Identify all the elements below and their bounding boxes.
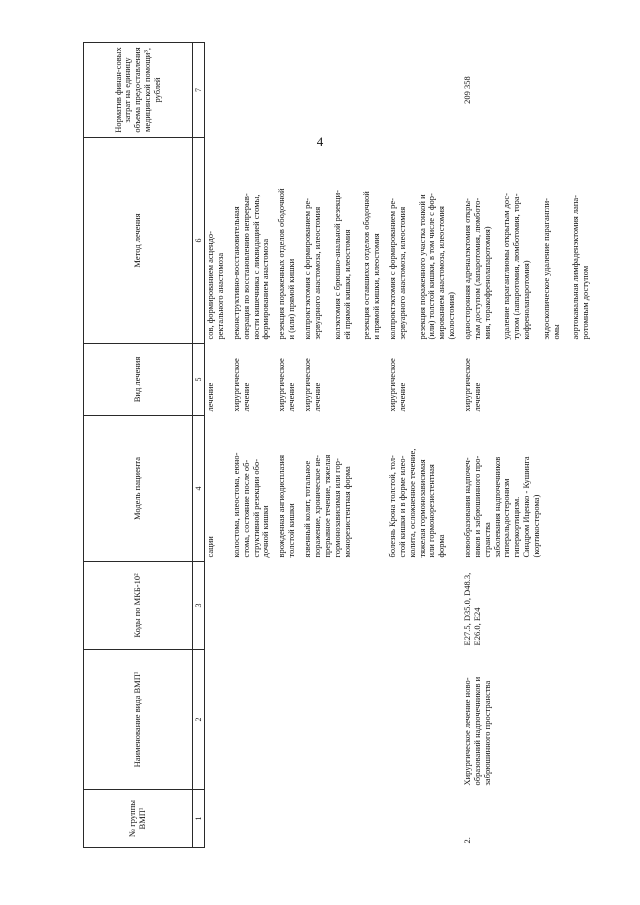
cell-codes: E27.5, D35.0, D48.3, E26.0, E24 [461,572,482,646]
cell-treatment: хирургическое лечение [230,358,251,412]
cell-cost [299,43,384,138]
cell-group: 2. [461,837,472,844]
column-number: 6 [193,138,205,344]
page-number: 4 [316,134,324,149]
cell-cost [384,43,459,138]
table-row [205,43,228,848]
column-number: 3 [193,562,205,650]
cell-group [299,790,384,848]
cell-group [228,790,273,848]
cell-group [205,790,228,848]
header-vmp-name: Наименование вида ВМП¹ [84,650,193,790]
header-treatment-method: Метод лечения [84,138,193,344]
cell-cost: 209 358 [461,76,472,104]
header-group-number: № группы ВМП¹ [84,790,193,848]
cell-codes [384,562,459,650]
cell-group [384,790,459,848]
cell-patient: язвенный колит, тотальное поражение, хроническое не- прерывное течение, тяжелая гормонозависимая или гор- монорезистентная форма [302,454,352,558]
column-number-row [193,43,205,848]
cell-codes [228,562,273,650]
header-cost-standard: Норматив финан-совых затрат на единицу объема предоставления медицинской помощи³, рублей [84,43,193,138]
cell-name [205,650,228,790]
cell-name [299,650,384,790]
cell-treatment: хирургическое лечение [386,358,407,412]
cell-name [273,650,299,790]
cell-treatment: хирургическое лечение [461,358,482,412]
vmp-table [83,42,593,848]
cell-codes [205,562,228,650]
column-number: 4 [193,416,205,562]
table-row [273,43,299,848]
table-header-row [84,43,193,848]
cell-patient: болезнь Крона толстой, тол- стой кишки и в форме илео- колита, осложненное течение, тяжелая гормонозависимая или гормонорезистентная форма [386,448,447,558]
cell-name: Хирургическое лечение ново- образований надпочечников и забрюшинного пространства [461,676,492,786]
cell-cost [273,43,299,138]
column-number: 5 [193,344,205,416]
cell-cost [228,43,273,138]
column-number: 7 [193,43,205,138]
table-row [228,43,273,848]
cell-patient: новообразования надпочеч- ников и забрюшинного про- странства заболевания надпочечников гиперальдостеронизм гиперкортицизм. Синдром Иценко - Кушинга (кортикостерома) [461,455,541,558]
cell-patient: сации [205,536,216,558]
cell-method: колпроктэктомия с формированием ре- зервуарного анастомоза, илеостомия колэктомия с брюшно-анальной резекци- ей прямой кишки, илеостомия резекция оставшихся отделов ободочной и прямой кишки, илеостомия [302,190,382,340]
cell-method: колпроктэктомия с формированием ре- зервуарного анастомоза, илеостомия резекция пораженного участка тонкой и (или) толстой кишки, в том числе с фор- мированием анастомоза, илеостомия (колостомия) [386,193,457,340]
cell-method: односторонняя адреналэктомия откры- тым доступом (лапаротомия, люмбото- мия, торакофренолапаротомия) удаление параганглиомы открытым дос- тупом (лапаротомия, люмботомия, тора- кофренолапаротомия) эндоскопическое удаление парагангли- омы аортокавальная лимфаденэктомия лапа- ротомным доступом [461,193,591,340]
column-number: 1 [193,790,205,848]
cell-cost [205,43,228,138]
cell-group [273,790,299,848]
header-patient-model: Модель пациента [84,416,193,562]
cell-name [384,650,459,790]
cell-patient: врожденная ангиодисплазия толстой кишки [276,454,297,558]
cell-patient: колостома, илеостома, еюно- стома, состояние после об- структивной резекции обо- дочной кишки [230,452,271,558]
cell-method: сов, формированием асцендо- ректального анастомоза [205,231,226,340]
cell-treatment: хирургическое лечение [302,358,322,412]
rotated-table-container [83,43,606,848]
cell-treatment: хирургическое лечение [276,358,297,412]
header-icd-codes: Коды по МКБ-10² [84,562,193,650]
cell-codes [299,562,384,650]
header-treatment-type: Вид лечения [84,344,193,416]
cell-method: реконструктивно-восстановительная операция по восстановлению непрерыв- ности кишечника с ликвидацией стомы, формированием анастомоза [230,193,271,340]
cell-treatment: лечение [205,382,216,412]
column-number: 2 [193,650,205,790]
table-row [299,43,384,848]
table-row [459,43,593,848]
cell-name [228,650,273,790]
cell-method: резекция пораженных отделов ободочной и (или) прямой кишки [276,188,297,340]
cell-codes [273,562,299,650]
table-row [384,43,459,848]
